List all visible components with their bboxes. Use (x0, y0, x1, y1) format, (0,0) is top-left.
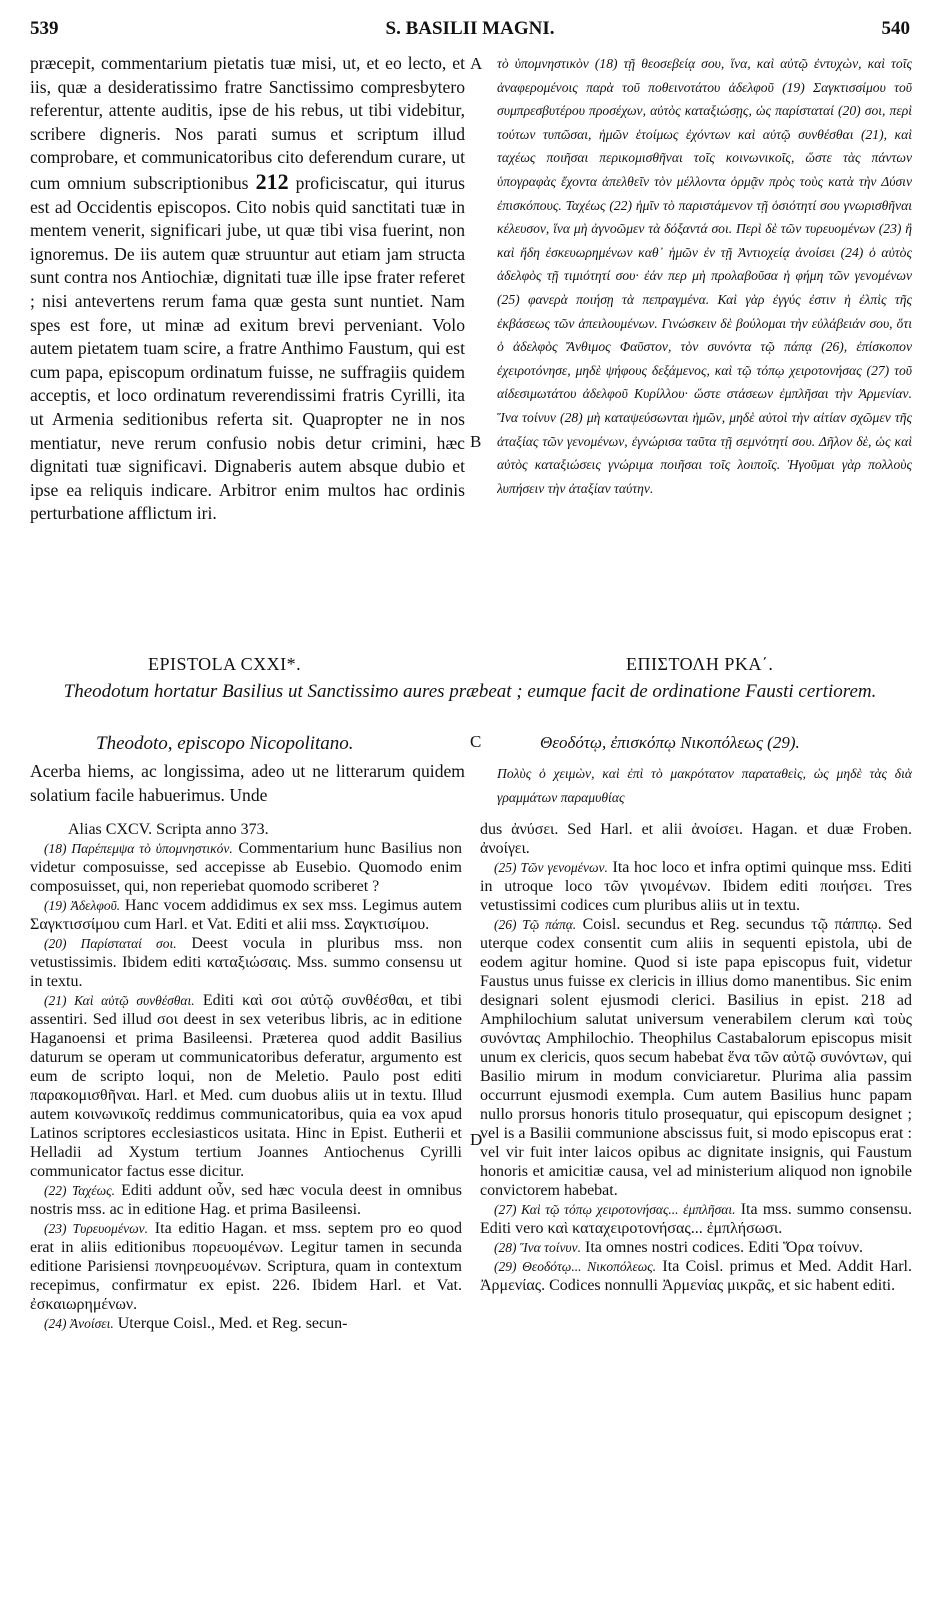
address-latin: Theodoto, episcopo Nicopolitano. (96, 733, 354, 754)
margin-marker-c: C (470, 732, 482, 751)
footnote-right-1: (25) Τῶν γενομένων. Ita hoc loco et infra optimi quinque mss. Editi in utroque loco τῶν γινομένων. Ibidem editi ποιήσει. Tres vetustissimi codices cum pluribus aliis ut in textu. (480, 859, 912, 914)
latin-text-part1: præcepit, commentarium pietatis tuæ misi, ut, et eo lecto, et iis, quæ a desideratissimo fratre Sanctissimo compresbytero referentur, attente auditis, ipse de his rebus, ut tibi videbitur, scribere digneris. Nos parati sumus et scriptum illud comprobare, et communicatoribus cito deferendum curare, ut cum omnium subscriptionibus (30, 53, 465, 193)
greek-body (497, 52, 912, 652)
epistola-title-latin: EPISTOLA CXXI*. (148, 654, 302, 674)
page-number-left: 539 (30, 18, 59, 39)
footnote-right-3: (27) Καὶ τῷ τόπῳ χειροτονήσας... ἐμπλῆσαι. Ita mss. summo consensu. Editi vero καὶ καταχειροτονήσας... ἐμπλήσωσι. (480, 1201, 912, 1237)
epistola-title-greek: ΕΠΙΣΤΟΛΗ ΡΚΑ΄. (626, 654, 774, 674)
footnote-left-3: (20) Παρίσταταί σοι. Deest vocula in pluribus mss. non vetustissimis. Ibidem editi καταξιώσαις. Mss. summo consensu ut in textu. (30, 935, 462, 990)
latin-paragraph (30, 52, 465, 526)
footnotes-right (480, 820, 912, 1588)
footnote-left-7: (24) Ἀνοίσει. Uterque Coisl., Med. et Reg. secun- (44, 1315, 348, 1332)
latin-text-part2: proficiscatur, qui iturus est ad Occidentis episcopos. Cito nobis quid sanctitati tuæ in mentem venerit, significari jube, ut quæ tibi visa fuerint, non ignoremus. De iis autem quæ struuntur aut etiam jam structa sunt contra nos Antiochiæ, dignitati tuæ ille ipse frater referet ; nisi antevertens rerum fama quæ gesta sunt nuntiet. Nam spes est fore, ut minæ ad exitum brevi perveniant. Volo autem pietatem tuam scire, a fratre Anthimo Faustum, qui est cum papa, episcopum ordinatum fuisse, ne suffragiis quidem acceptis, et loco ordinatum reverendissimi fratris Cyrilli, ita ut Armenia seditionibus referta sit. Quapropter ne in nos mentiatur, neve rerum confusio nobis detur crimini, hæc dignitati tuæ significavi. Dignaberis autem absque dubio et ipse ea reliquis indicare. Arbitror enim multos hac ordinis perturbatione afflictum iri. (30, 172, 465, 524)
footnote-left-4: (21) Καὶ αὐτῷ συνθέσθαι. Editi καὶ σοι αὐτῷ συνθέσθαι, et tibi assentiri. Sed illud σοι deest in sex veteribus libris, ac in editione Haganoensi et prima Basileensi. Præterea quod addit Basilius daturum se operam ut communicatoribus deferatur, argumento est eum de scripto loqui, non de Meletio. Paulo post editi παρακομισθῆναι. Harl. et Med. cum duobus aliis ut in textu. Illud autem κοινωνικοῖς reddimus communicatoribus, quia ea vox apud Latinos scriptores ecclesiasticos usitata. Hinc in Epist. Eutherii et Helladii ad Xystum tertium Joannes Antiochenus Cyrilli communicator factus esse dicitur. (30, 992, 462, 1180)
footnote-left-1: (18) Παρέπεμψα τὸ ὑπομνηστικόν. Commentarium hunc Basilius non videtur composuisse, sed accepisse ab Eusebio. Quomodo enim composuisset, qui, non reperiebat quomodo scriberet ? (30, 840, 462, 895)
latin-opening-text: Acerba hiems, ac longissima, adeo ut ne litterarum quidem solatium facile habuerimus. Unde (30, 761, 465, 805)
epistola-summary: Theodotum hortatur Basilius ut Sanctissimo aures præbeat ; eumque facit de ordinatione Fausti certiorem. (63, 681, 877, 702)
footnote-right-5: (29) Θεοδότῳ... Νικοπόλεως. Ita Coisl. primus et Med. Addit Harl. Ἀρμενίας. Codices nonnulli Ἀρμενίας μικρᾶς, et sic habent editi. (480, 1258, 912, 1294)
running-title: S. BASILII MAGNI. (385, 18, 555, 39)
footnote-left-6: (23) Τυρευομένων. Ita editio Hagan. et mss. septem pro eo quod erat in aliis editionibus πορευομένων. Legitur tamen in secunda editione Parisiensi πονηρευομένων. Scriptura, quam in contextum recepimus, confirmatur ex epist. 226. Ibidem Harl. et Vat. ἐσκαιωρημένων. (30, 1220, 462, 1313)
margin-marker-d: D (470, 1130, 483, 1149)
footnote-left-2: (19) Ἀδελφοῦ. Hanc vocem addidimus ex sex mss. Legimus autem Σαγκτισσίμου cum Harl. et Vat. Editi et alii mss. Σαγκτισίμου. (30, 897, 462, 933)
margin-marker-b: B (470, 432, 482, 451)
latin-opening (30, 760, 465, 810)
greek-opening (497, 762, 912, 812)
latin-body (30, 52, 465, 622)
footnote-right-4: (28) Ἵνα τοίνυν. Ita omnes nostri codices. Editi Ὅρα τοίνυν. (494, 1239, 864, 1256)
footnote-right-0: dus ἀνύσει. Sed Harl. et alii ἀνοίσει. Hagan. et duæ Froben. ἀνοίγει. (480, 821, 912, 857)
footnotes-left (30, 820, 462, 1588)
greek-opening-text: Πολὺς ὁ χειμὼν, καὶ ἐπὶ τὸ μακρότατον παραταθεὶς, ὡς μηδὲ τὰς διὰ γραμμάτων παραμυθίας (497, 766, 912, 805)
running-header (30, 18, 910, 46)
address-greek: Θεοδότῳ, ἐπισκόπῳ Νικοπόλεως (29). (540, 733, 800, 752)
page-number-right: 540 (881, 18, 910, 39)
greek-paragraph: τὸ ὑπομνηστικὸν (18) τῇ θεοσεβείᾳ σου, ἵνα, καὶ αὐτῷ ἐντυχὼν, καὶ τοῖς ἀναφερομένοις παρὰ τοῦ ποθεινοτάτου ἀδελφοῦ (19) Σαγκτισσίμου τοῦ συμπρεσβυτέρου προσέχων, αὐτὸς καταξιώσῃς, ὡς παρίσταταί (20) σοι, περὶ τούτων τυπῶσαι, ἡμῶν ἑτοίμως ἐχόντων καὶ αὐτῷ συνθέσθαι (21), καὶ ταχέως ποιῆσαι περικομισθῆναι τοῖς κοινωνικοῖς, ὥστε τὰς πάντων ὑπογραφὰς ἔχοντα ἀπελθεῖν τὸν μέλλοντα ὁρμᾷν πρὸς τοὺς κατὰ τὴν Δύσιν ἐπισκόπους. Ταχέως (22) ἡμῖν τὸ παριστάμενον τῇ ὁσιότητί σου γνωρισθῆναι κέλευσον, ἵνα μὴ ἀγνοῶμεν τὰ δόξαντά σοι. Περὶ δὲ τῶν τυρευομένων (23) ἢ καὶ ἤδη ἐσκευωρημένων καθ᾽ ἡμῶν ἐν τῇ Ἀντιοχείᾳ ἀνοίσει (24) ὁ αὐτὸς ἀδελφὸς τῇ τιμιότητί σου· ἐάν περ μὴ προλαβοῦσα ἡ φήμη τῶν γενομένων (25) φανερὰ ποιήσῃ τὰ πεπραγμένα. Καὶ γὰρ ἐγγύς ἐστιν ἡ ἐλπὶς τῆς ἐκβάσεως τῶν ἀπειλουμένων. Γινώσκειν δὲ βούλομαι τὴν εὐλάβειάν σου, ὅτι ὁ ἀδελφὸς Ἄνθιμος Φαῦστον, τὸν συνόντα τῷ πάπᾳ (26), ἐπίσκοπον ἐχειροτόνησε, μηδὲ ψήφους δεξάμενος, καὶ τῷ τόπῳ χειροτονήσας (27) τοῦ αἰδεσιμωτάτου ἀδελφοῦ Κυρίλλου· ὥστε στάσεων ἐμπλῆσαι τὴν Ἀρμενίαν. Ἵνα τοίνυν (28) μὴ καταψεύσωνται ἡμῶν, μηδὲ αὐτοὶ τὴν αἰτίαν σχῶμεν τῆς ἀταξίας τῶν γενομένων, ἐγνώρισα ταῦτα τῇ σεμνότητί σου. Δῆλον δὲ, ὡς καὶ αὐτὸς καταξιώσεις γνώριμα ποιῆσαι τοῖς λοιποῖς. Ἡγοῦμαι γὰρ πολλοὺς λυπήσειν τὴν ἀταξίαν ταύτην. (497, 56, 912, 496)
page-ref-212: 212 (255, 168, 289, 194)
footnote-left-0: Alias CXCV. Scripta anno 373. (68, 821, 269, 838)
footnote-right-2: (26) Τῷ πάπᾳ. Coisl. secundus et Reg. secundus τῷ πάππῳ. Sed uterque codex consentit cum aliis in sequenti epistola, ubi de eodem agitur homine. Quod si iste papa episcopus fuit, videtur Faustus unus fuisse ex clericis in illius domo manentibus. Sic enim designari solent ejusmodi clerici. Basilius in epist. 218 ad Amphilochium salutat universum venerabilem clerum καὶ τοὺς συνόντας Amphilochio. Theophilus Castabalorum episcopus misit unum ex clericis, quos secum habebat ἕνα τῶν αὐτῷ συνόντων, qui Basilio mirum in modum conviciaretur. Plurima alia passim occurrunt ejusmodi exempla. Cum autem Basilius hunc papam nullo prorsus honoris titulo prosequatur, qui episcopum designet ; vel is a Basilii communione abscissus fuit, si modo episcopus erat : vel vir fuit inter laicos opibus ac dignitate insignis, qui Faustum honoris et amicitiæ causa, vel ad ministerium aliquod non ignobile convictorem habebat. (480, 916, 912, 1199)
margin-marker-a: A (470, 54, 483, 73)
footnote-left-5: (22) Ταχέως. Editi addunt οὖν, sed hæc vocula deest in omnibus nostris mss. ac in editione Hag. et prima Basileensi. (30, 1182, 462, 1218)
